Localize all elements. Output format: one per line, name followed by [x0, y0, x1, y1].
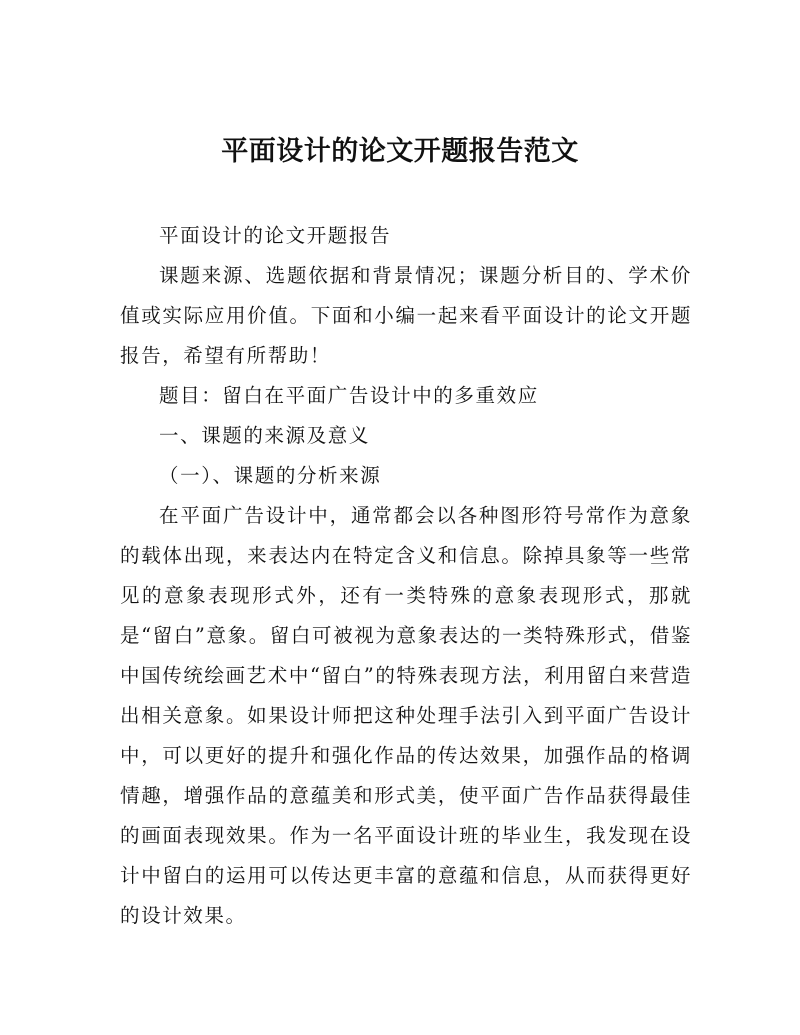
- paragraph-body: 在平面广告设计中，通常都会以各种图形符号常作为意象的载体出现，来表达内在特定含义和信息。除掉具象等一些常见的意象表现形式外，还有一类特殊的意象表现形式，那就是“留白”意象。留白可被视为意象表达的一类特殊形式，借鉴中国传统绘画艺术中“留白”的特殊表现方法，利用留白来营造出相关意象。如果设计师把这种处理手法引入到平面广告设计中，可以更好的提升和强化作品的传达效果，加强作品的格调情趣，增强作品的意蕴美和形式美，使平面广告作品获得最佳的画面表现效果。作为一名平面设计班的毕业生，我发现在设计中留白的运用可以传达更丰富的意蕴和信息，从而获得更好的设计效果。: [120, 504, 692, 927]
- document-body: [120, 216, 692, 936]
- paragraph-topic: 题目：留白在平面广告设计中的多重效应: [159, 384, 539, 407]
- document-title: 平面设计的论文开题报告范文: [221, 136, 579, 167]
- paragraph-subtitle: 平面设计的论文开题报告: [159, 224, 392, 247]
- subsection-heading: （一）、课题的分析来源: [159, 464, 382, 487]
- paragraph-intro: 课题来源、选题依据和背景情况；课题分析目的、学术价值或实际应用价值。下面和小编一起来看平面设计的论文开题报告，希望有所帮助！: [120, 264, 692, 367]
- section-heading: 一、课题的来源及意义: [159, 424, 371, 447]
